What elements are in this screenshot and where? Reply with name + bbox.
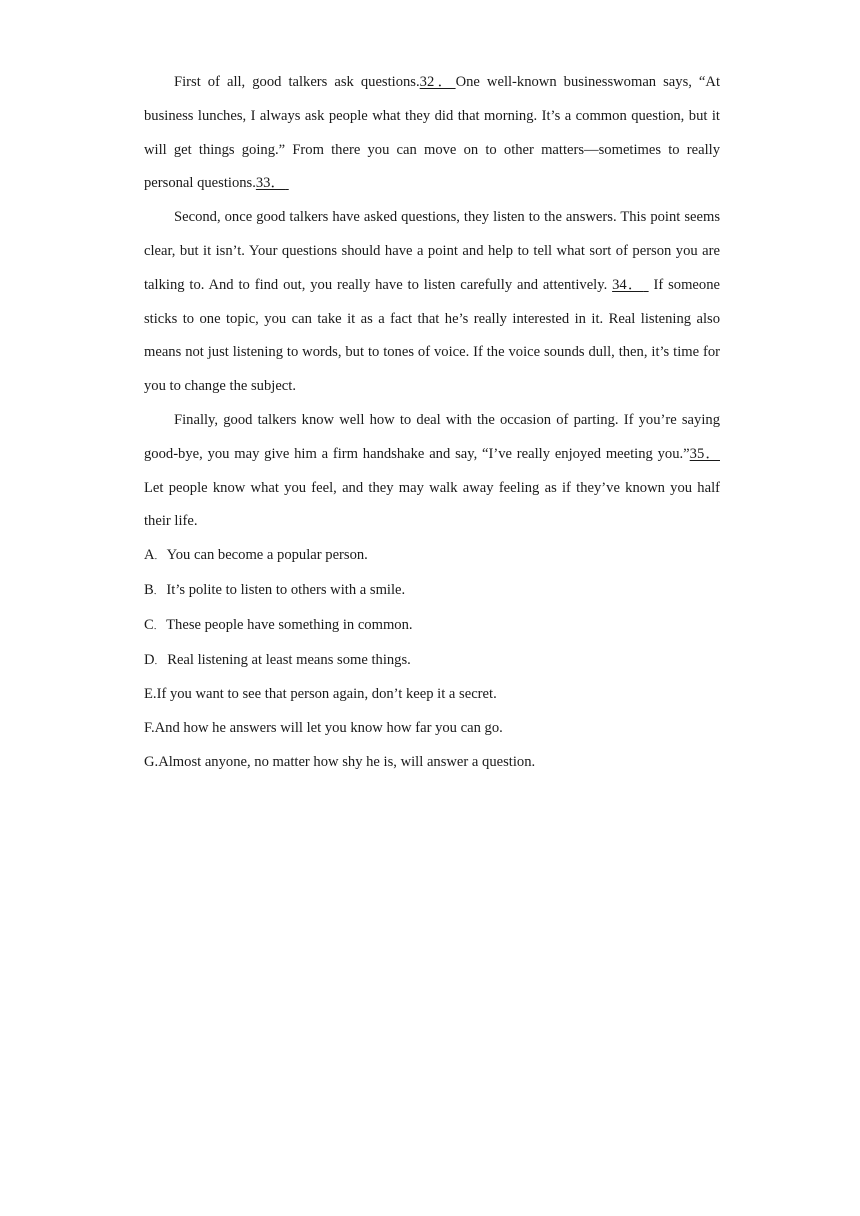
- option-b: [144, 574, 720, 609]
- paragraph-1-text-a: First of all, good talkers ask questions.: [174, 74, 420, 90]
- option-text: You can become a popular person.: [166, 547, 368, 564]
- option-separator: ．: [154, 655, 164, 666]
- option-letter: F.: [144, 720, 155, 737]
- document-page: [144, 66, 720, 780]
- paragraph-1: [144, 66, 720, 201]
- paragraph-2: [144, 201, 720, 404]
- paragraph-1-text-b: One well-known businesswoman says, “At business lunches, I always ask people what they did that morning. It’s a common question, but it will get things going.” From there you can move on to other matters—sometimes to really personal questions.: [144, 74, 720, 192]
- option-separator: ．: [153, 620, 163, 631]
- paragraph-2-text-b: If someone sticks to one topic, you can take it as a fact that he’s really interested in it. Real listening also means not just listening to words, but to tones of voice. If the voice sounds dull, then, it’s time for you to change the subject.: [144, 276, 720, 395]
- option-text: Real listening at least means some things.: [167, 651, 411, 668]
- option-letter: E.: [144, 686, 157, 703]
- option-a: [144, 539, 720, 574]
- option-d: [144, 644, 720, 679]
- option-e: [144, 678, 720, 712]
- blank-32: 32．: [419, 74, 456, 90]
- option-g: [144, 746, 720, 780]
- option-separator: ．: [153, 585, 163, 596]
- option-letter: G.: [144, 753, 159, 770]
- paragraph-3: [144, 404, 720, 539]
- option-f: [144, 712, 720, 746]
- option-letter: D: [144, 651, 155, 668]
- paragraph-3-text-a: Finally, good talkers know well how to deal with the occasion of parting. If you’re saying good-bye, you may give him a firm handshake and say, “I’ve really enjoyed meeting you.”: [144, 411, 720, 462]
- answer-options: [144, 539, 720, 780]
- paragraph-3-text-b: Let people know what you feel, and they may walk away feeling as if they’ve known you half their life.: [144, 479, 720, 530]
- option-letter: A: [144, 547, 155, 564]
- option-letter: C: [144, 616, 154, 633]
- option-text: If you want to see that person again, don’t keep it a secret.: [156, 686, 497, 703]
- blank-34: 34．: [612, 276, 644, 293]
- blank-33: 33．: [255, 175, 286, 192]
- option-text: It’s polite to listen to others with a smile.: [166, 581, 406, 598]
- option-separator: ．: [154, 551, 164, 562]
- option-text: Almost anyone, no matter how shy he is, will answer a question.: [158, 753, 536, 770]
- blank-35: 35．: [689, 445, 720, 462]
- option-text: These people have something in common.: [166, 616, 413, 633]
- option-text: And how he answers will let you know how far you can go.: [154, 720, 503, 737]
- option-letter: B: [144, 581, 154, 598]
- option-c: [144, 609, 720, 644]
- paragraph-2-text-a: Second, once good talkers have asked questions, they listen to the answers. This point seems clear, but it isn’t. Your questions should have a point and help to tell what sort of person you are talking to. And to find out, you really have to listen carefully and attentively.: [144, 209, 720, 293]
